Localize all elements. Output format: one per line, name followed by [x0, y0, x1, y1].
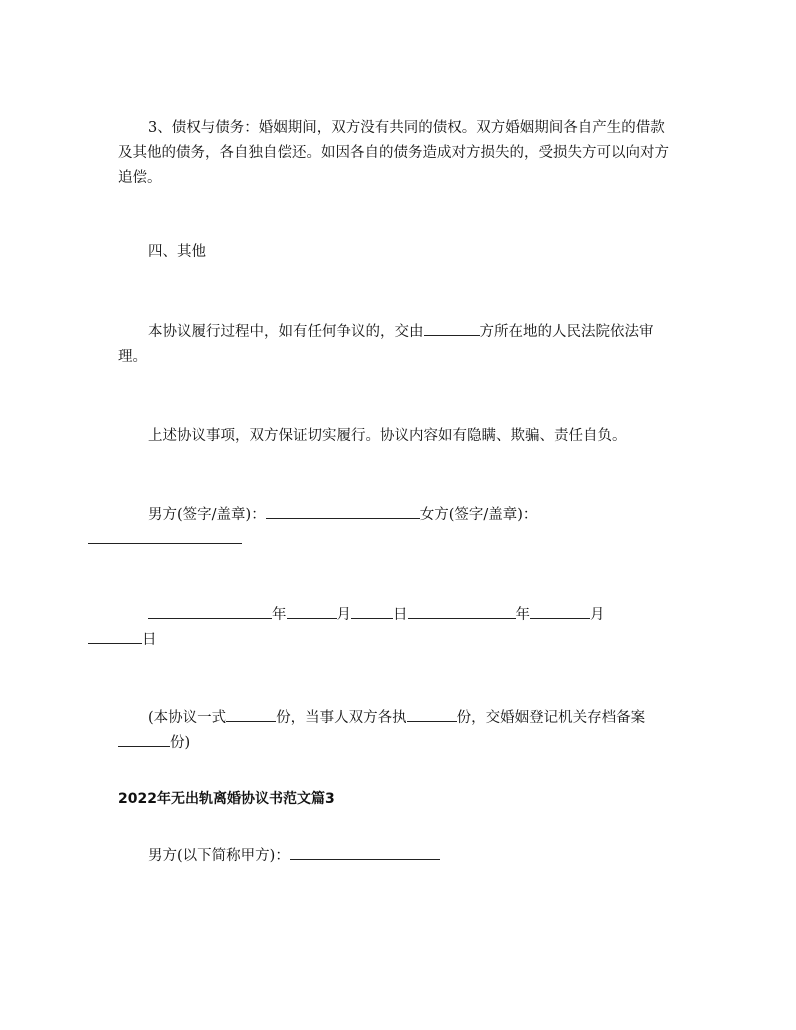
month-label-1: 月	[336, 607, 351, 623]
dispute-paragraph	[118, 320, 678, 370]
blank-male-party	[290, 845, 440, 860]
male-party-label: 男方(以下简称甲方)：	[148, 848, 290, 864]
blank-copies-total	[226, 707, 276, 722]
blank-copies-archive	[118, 732, 170, 747]
male-sign-label: 男方(签字/盖章)：	[148, 507, 266, 523]
blank-day-1	[351, 604, 393, 619]
copies-paragraph	[118, 706, 678, 756]
blank-male-signature	[266, 504, 420, 519]
day-label-2: 日	[142, 632, 157, 648]
year-label-1: 年	[272, 607, 287, 623]
blank-year-1	[148, 604, 272, 619]
copies-text-4: 份)	[170, 735, 191, 751]
section-other-heading: 四、其他	[148, 244, 206, 260]
copies-text-1: (本协议一式	[148, 710, 227, 726]
year-label-2: 年	[515, 607, 530, 623]
dispute-text-1: 本协议履行过程中，如有任何争议的，交由	[148, 324, 424, 340]
guarantee-paragraph: 上述协议事项，双方保证切实履行。协议内容如有隐瞒、欺骗、责任自负。	[148, 428, 627, 444]
blank-month-2	[530, 604, 590, 619]
day-label-1: 日	[393, 607, 408, 623]
blank-month-1	[287, 604, 337, 619]
blank-court-party	[424, 321, 480, 336]
copies-text-3: 份，交婚姻登记机关存档备案	[456, 710, 646, 726]
blank-year-2	[408, 604, 516, 619]
article-heading: 2022年无出轨离婚协议书范文篇3	[118, 791, 335, 807]
blank-copies-each	[407, 707, 457, 722]
blank-female-signature	[88, 529, 242, 544]
female-sign-label: 女方(签字/盖章)：	[419, 507, 538, 523]
signature-paragraph	[118, 503, 678, 553]
blank-day-2	[88, 629, 142, 644]
dispute-text-2: 方所在地的人民法院依法审理。	[118, 324, 654, 365]
male-party-paragraph	[118, 844, 678, 869]
copies-text-2: 份，当事人双方各执	[276, 710, 407, 726]
date-paragraph	[118, 603, 678, 653]
month-label-2: 月	[590, 607, 605, 623]
debt-paragraph: 3、债权与债务：婚姻期间，双方没有共同的债权。双方婚姻期间各自产生的借款及其他的债务，各自独自偿还。如因各自的债务造成对方损失的，受损失方可以向对方追偿。	[118, 120, 669, 186]
